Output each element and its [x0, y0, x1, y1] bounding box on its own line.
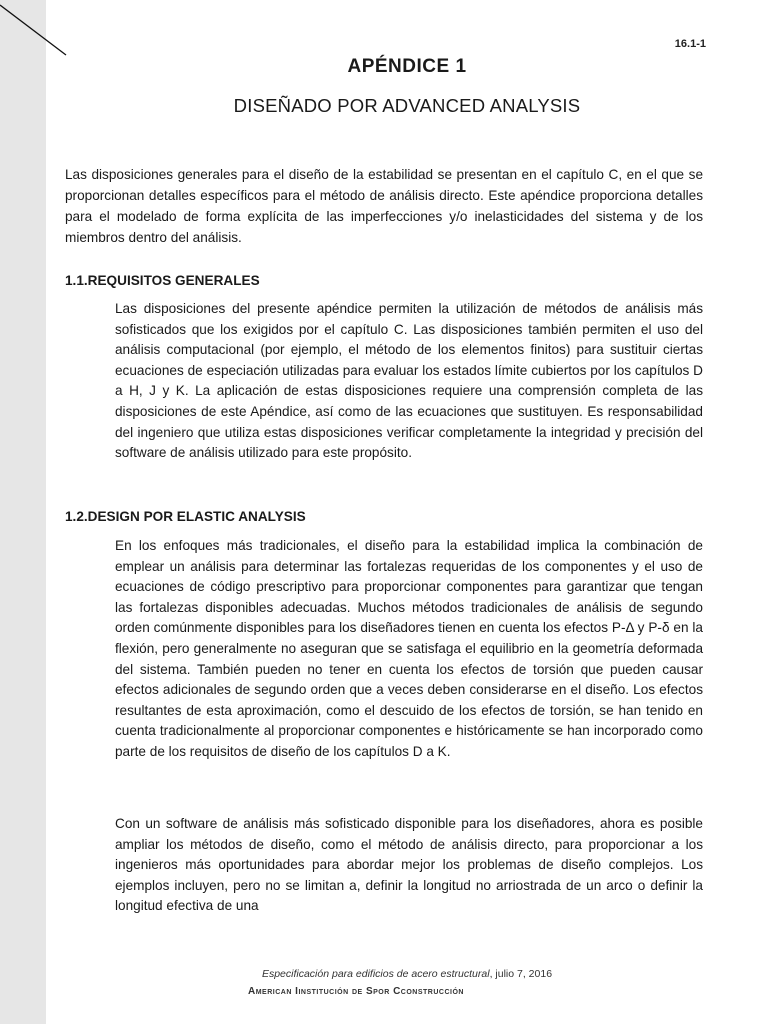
section-2-paragraph-1: En los enfoques más tradicionales, el diseño para la estabilidad implica la combinación de emplear un análisis para determinar las fortalezas requeridas de los componentes y el uso de ecuaciones de código prescriptivo para proporcionar componentes para garantizar que tengan las fortalezas disponibles adecuadas. Muchos métodos tradicionales de análisis de segundo orden comúnmente disponibles para los diseñadores tienen en cuenta los efectos P-Δ y P-δ en la flexión, pero generalmente no aseguran que se satisfaga el equilibrio en la geometría deformada del sistema. También pueden no tener en cuenta los efectos de torsión que pueden causar efectos adicionales de segundo orden que a veces deben considerarse en el diseño. Los efectos resultantes de esta aproximación, como el descuido de los efectos de torsión, se han tenido en cuenta tradicionalmente al proporcionar componentes e históricamente se han incorporado como parte de los requisitos de diseño de los capítulos D a K.	[115, 538, 703, 759]
section-heading-requisitos: 1.1.REQUISITOS GENERALES	[65, 273, 260, 288]
section-2-paragraph-2: Con un software de análisis más sofisticado disponible para los diseñadores, ahora es posible ampliar los métodos de diseño, como el método de análisis directo, para proporcionar a los ingenieros más oportunidades para abordar mejor los problemas de diseño complejos. Los ejemplos incluyen, pero no se limitan a, definir la longitud no arriostrada de un arco o definir la longitud efectiva de una	[115, 816, 703, 914]
page-title: APÉNDICE 1	[347, 56, 467, 77]
footer-spec-title: Especificación para edificios de acero estructural	[261, 968, 490, 980]
corner-fold-line	[0, 0, 70, 60]
section-heading-elastic-analysis: 1.2.DESIGN POR ELASTIC ANALYSIS	[65, 509, 306, 524]
section-1-paragraph: Las disposiciones del presente apéndice permiten la utilización de métodos de análisis más sofisticados que los exigidos por el capítulo C. Las disposiciones también permiten el uso del análisis computacional (por ejemplo, el método de los elementos finitos) para sustituir ciertas ecuaciones de especiación utilizadas para evaluar los estados límite cubiertos por los capítulos D a H, J y K. La aplicación de estas disposiciones requiere una comprensión completa de las disposiciones de este Apéndice, así como de las ecuaciones que sustituyen. Es responsabilidad del ingeniero que utiliza estas disposiciones verificar completamente la integridad y precisión del software de análisis utilizado para este propósito.	[115, 301, 703, 461]
footer-spec-date: , julio 7, 2016	[489, 968, 553, 980]
footer-organization: American Iinstitución de Spor Cconstrucción	[248, 986, 464, 997]
intro-paragraph: Las disposiciones generales para el diseño de la estabilidad se presentan en el capítulo C, en el que se proporcionan detalles específicos para el método de análisis directo. Este apéndice proporciona detalles para el modelado de forma explícita de las imperfecciones y/o inelasticidades del sistema y de los miembros dentro del análisis.	[65, 167, 703, 245]
page-number: 16.1-1	[674, 38, 706, 50]
left-margin-gutter	[0, 0, 46, 1024]
footer-specification	[46, 968, 768, 980]
page-subtitle: DISEÑADO POR ADVANCED ANALYSIS	[233, 95, 581, 116]
